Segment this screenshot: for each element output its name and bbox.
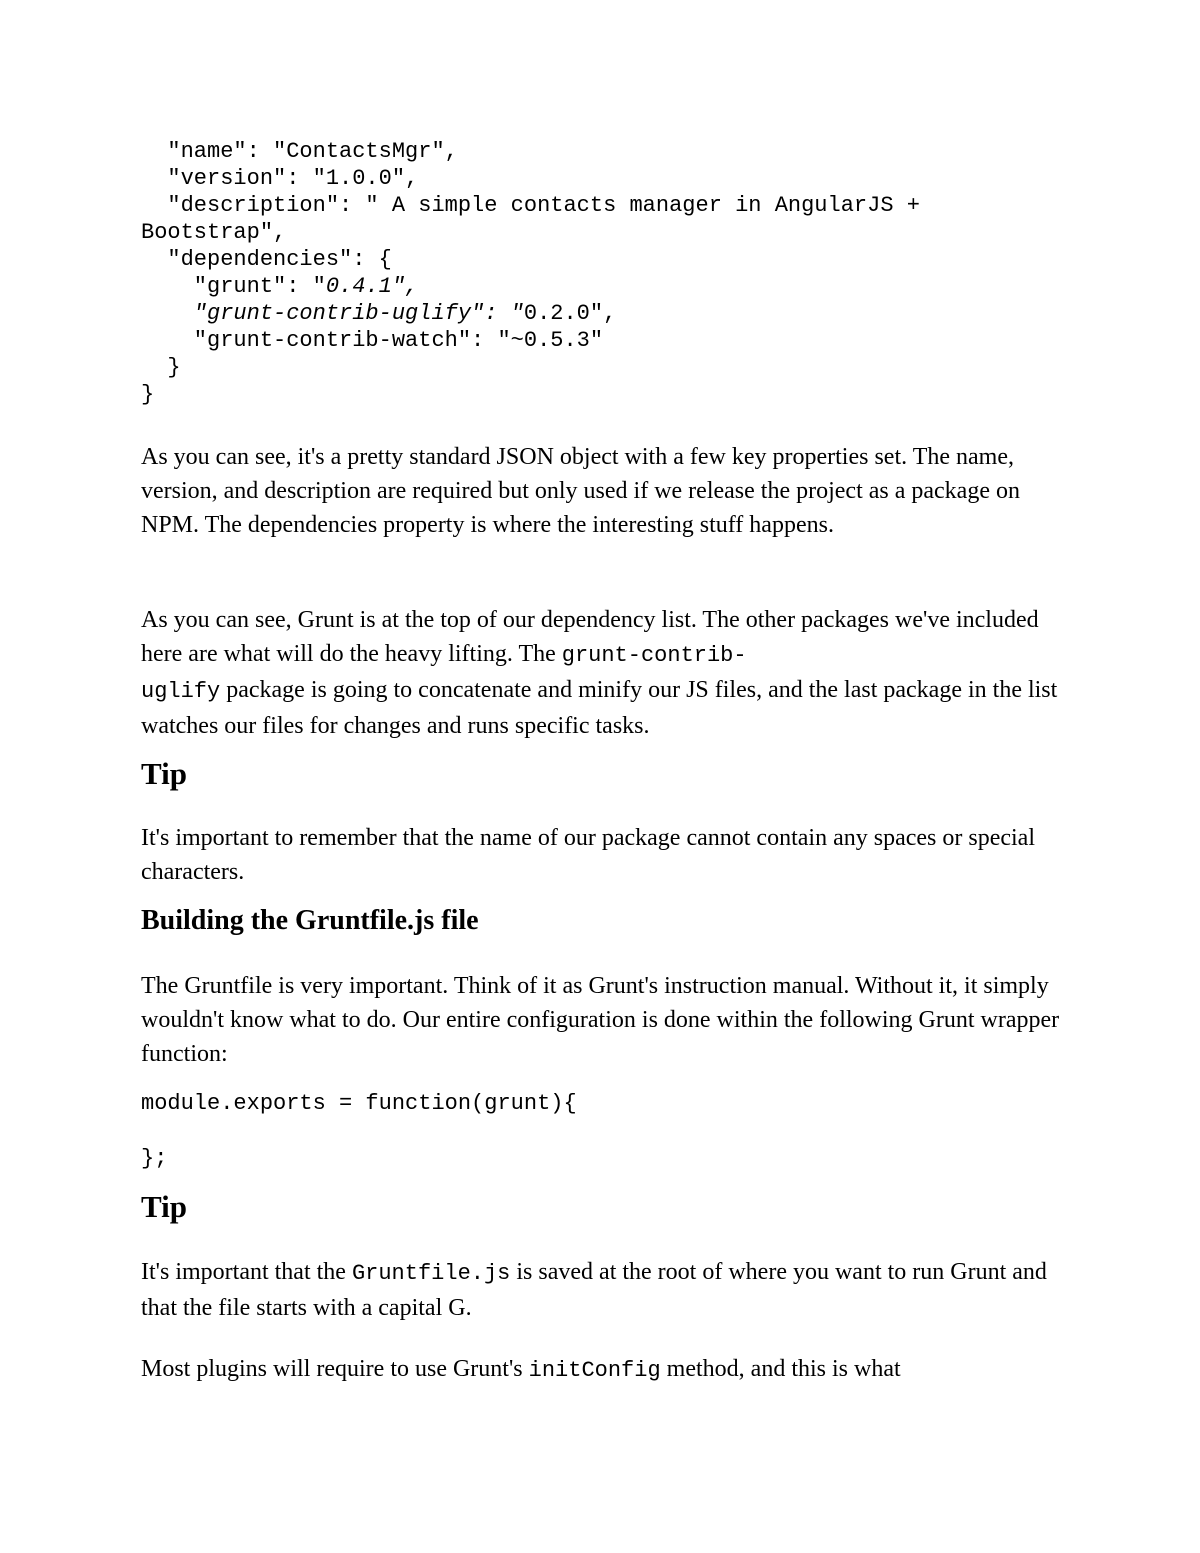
tip-text (141, 1255, 1061, 1325)
package-json-code-block (141, 138, 920, 408)
code-line: }; (141, 1146, 168, 1171)
inline-code: Gruntfile.js (351, 1261, 511, 1286)
code-line: "name": "ContactsMgr", (141, 139, 458, 164)
code-segment: "grunt": " (141, 274, 326, 299)
code-line (141, 300, 920, 327)
code-segment-italic: 0.4.1", (325, 274, 419, 299)
code-line: } (141, 355, 181, 380)
code-line: Bootstrap", (141, 220, 287, 245)
tip-heading: Tip (141, 1189, 187, 1224)
paragraph-initconfig (141, 1352, 1061, 1388)
code-line (141, 273, 920, 300)
code-line: "version": "1.0.0", (141, 166, 419, 191)
inline-code: uglify (141, 679, 221, 704)
section-heading: Building the Gruntfile.js file (141, 905, 479, 936)
text-segment: Most plugins will require to use Grunt's (141, 1356, 529, 1382)
code-line: module.exports = function(grunt){ (141, 1091, 577, 1116)
inline-code: grunt-contrib- (561, 643, 747, 668)
code-line: "description": " A simple contacts manager in AngularJS + (141, 193, 920, 218)
paragraph-dependencies (141, 603, 1061, 743)
tip-text: It's important to remember that the name of our package cannot contain any spaces or special characters. (141, 825, 1035, 885)
text-segment: is saved at the root of where you want to run Grunt and that the file starts with a capital G. (141, 1259, 1047, 1321)
tip-heading: Tip (141, 756, 187, 791)
text-segment: As you can see, Grunt is at the top of our dependency list. The other packages we've included here are what will do the heavy lifting. The (141, 607, 1039, 667)
code-line: } (141, 382, 155, 407)
inline-code: initConfig (528, 1358, 661, 1383)
text-segment: method, and this is what (660, 1356, 901, 1382)
text-segment: It's important that the (141, 1259, 352, 1285)
code-line: "dependencies": { (141, 247, 392, 272)
paragraph-gruntfile: The Gruntfile is very important. Think of it as Grunt's instruction manual. Without it, it simply wouldn't know what to do. Our entire configuration is done within the following Grunt wrapper function: (141, 973, 1060, 1067)
code-segment: 0.2.0", (523, 301, 617, 326)
code-line: "grunt-contrib-watch": "~0.5.3" (141, 328, 604, 353)
text-segment: package is going to concatenate and minify our JS files, and the last package in the list watches our files for changes and runs specific tasks. (141, 677, 1058, 739)
paragraph-json-explanation: As you can see, it's a pretty standard JSON object with a few key properties set. The name, version, and description are required but only used if we release the project as a package on NPM. The dependencies property is where the interesting stuff happens. (141, 444, 1020, 538)
code-segment-italic: "grunt-contrib-uglify": " (141, 301, 524, 326)
